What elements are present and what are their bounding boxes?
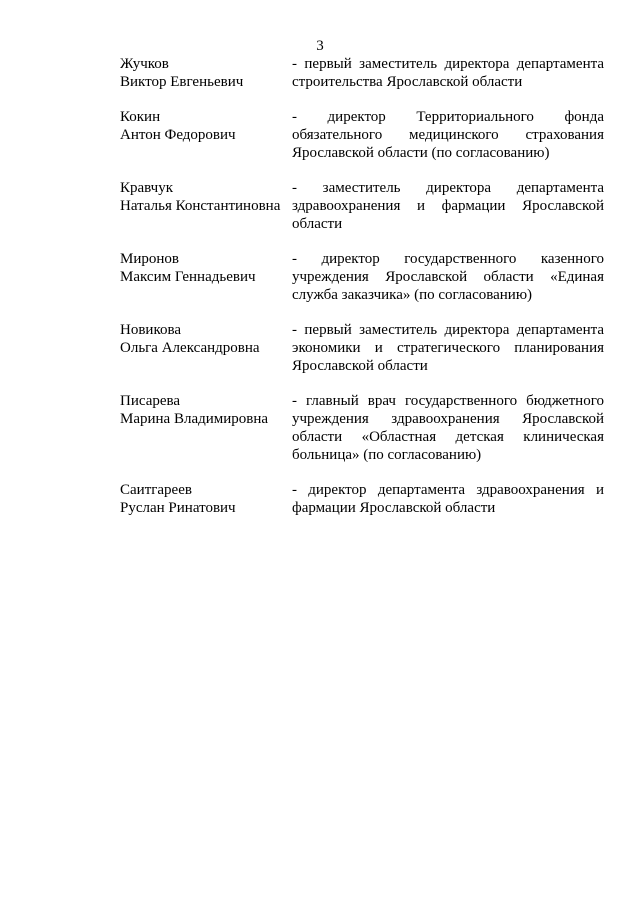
member-given-names: Антон Федорович [120,127,236,143]
member-entry [120,481,604,517]
member-given-names: Руслан Ринатович [120,500,236,516]
member-surname: Кравчук [120,180,174,196]
member-entry [120,108,604,162]
member-role: - директор департамента здравоохранения и фармации Ярославской области [292,482,604,516]
members-list [120,55,604,534]
member-entry [120,55,604,91]
member-name [120,392,292,428]
member-given-names: Ольга Александровна [120,340,260,356]
member-surname: Кокин [120,109,161,125]
member-name [120,481,292,517]
member-role: - директор государственного казенного учреждения Ярославской области «Единая служба заказчика» (по согласованию) [292,251,604,303]
member-name [120,321,292,357]
member-entry [120,392,604,464]
member-entry [120,321,604,375]
member-name [120,250,292,286]
member-surname: Саитгареев [120,482,192,498]
member-given-names: Марина Владимировна [120,411,269,427]
member-role: - первый заместитель директора департамента строительства Ярославской области [292,56,604,90]
member-name [120,108,292,144]
member-role: - заместитель директора департамента здравоохранения и фармации Ярославской области [292,180,604,232]
member-entry [120,179,604,233]
member-name [120,55,292,91]
page-number: 3 [316,38,324,54]
member-given-names: Наталья Константиновна [120,198,281,214]
member-given-names: Виктор Евгеньевич [120,74,244,90]
member-role: - главный врач государственного бюджетного учреждения здравоохранения Ярославской области «Областная детская клиническая больница» (по согласованию) [292,393,604,463]
member-role: - директор Территориального фонда обязательного медицинского страхования Ярославской области (по согласованию) [292,109,604,161]
member-role: - первый заместитель директора департамента экономики и стратегического планирования Ярославской области [292,322,604,374]
member-given-names: Максим Геннадьевич [120,269,256,285]
member-surname: Новикова [120,322,182,338]
member-surname: Миронов [120,251,179,267]
member-entry [120,250,604,304]
member-surname: Писарева [120,393,181,409]
member-name [120,179,292,215]
member-surname: Жучков [120,56,169,72]
